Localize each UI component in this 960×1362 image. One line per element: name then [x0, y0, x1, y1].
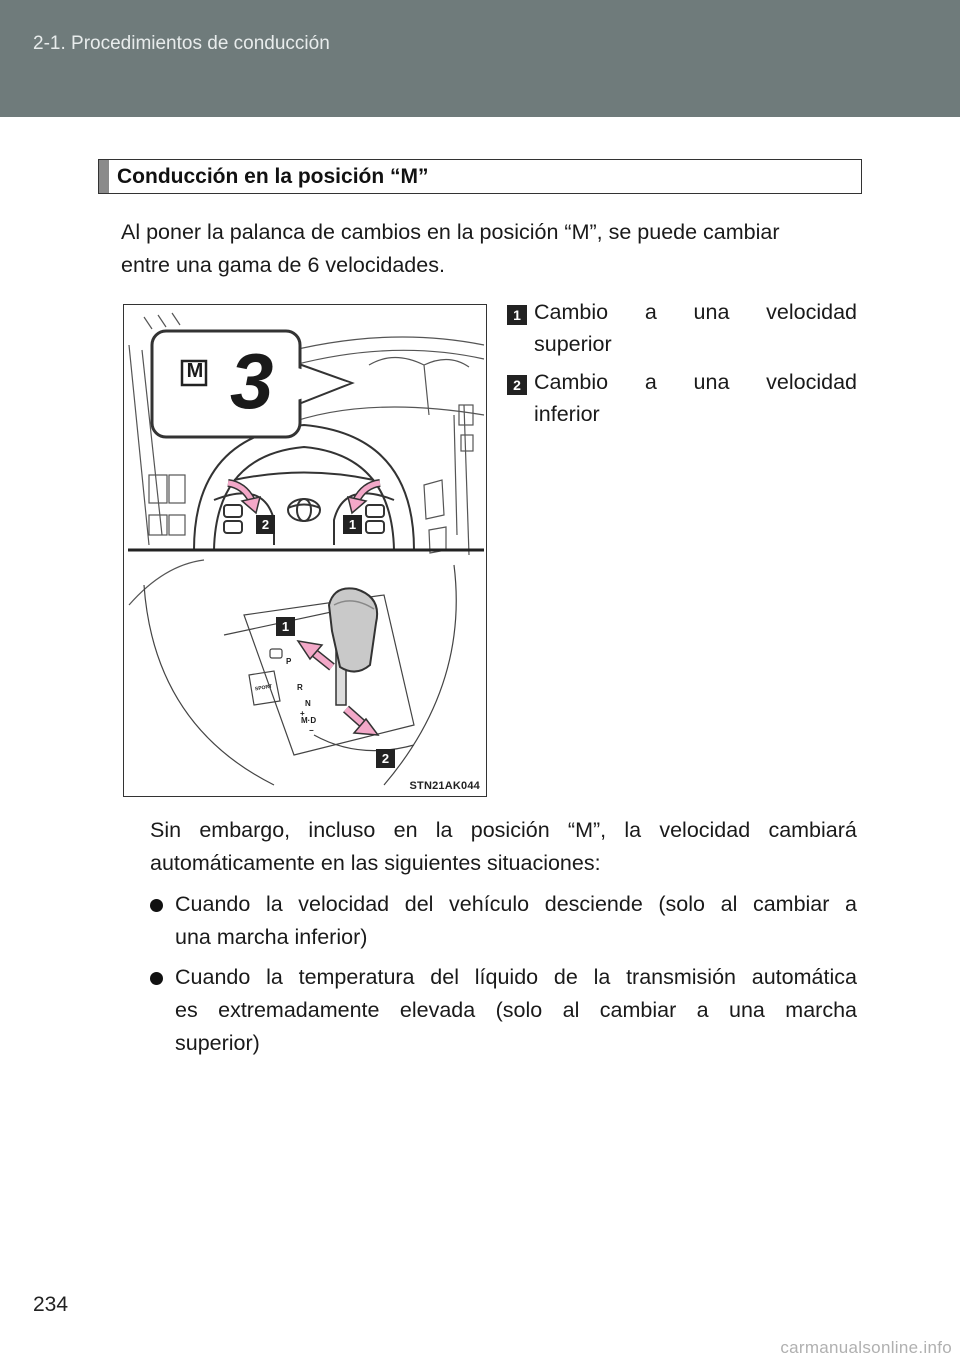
- figure-code: STN21AK044: [409, 780, 480, 792]
- legend-item-upshift: [507, 296, 857, 360]
- legend-line-2: inferior: [534, 402, 600, 426]
- legend-item-downshift: [507, 366, 857, 430]
- bullet-dot-icon: [150, 972, 163, 985]
- list-item: Cuando la velocidad del vehículo desciende (solo al cambiar a una marcha inferior): [150, 888, 857, 954]
- legend-number-badge: 1: [507, 305, 527, 325]
- situations-line-2: automáticamente en las siguientes situaciones:: [150, 851, 601, 875]
- display-gear-digit: 3: [230, 337, 274, 425]
- gate-label-r: R: [297, 683, 303, 692]
- legend-line-1: Cambio a una velocidad: [534, 370, 857, 394]
- intro-line-2: entre una gama de 6 velocidades.: [121, 253, 445, 277]
- callout-badge-upper-right: 1: [343, 515, 362, 534]
- list-item: Cuando la temperatura del líquido de la transmisión automática es extremadamente elevada (solo al cambiar a una marcha superior): [150, 961, 857, 1060]
- page-header: [0, 0, 960, 117]
- page-number: 234: [33, 1293, 69, 1316]
- bullet-dot-icon: [150, 899, 163, 912]
- situations-paragraph: [150, 814, 857, 880]
- callout-badge-lower-up: 1: [276, 617, 295, 636]
- gate-label-plus: +: [300, 709, 305, 718]
- section-heading-accent: [99, 160, 109, 193]
- shift-knob: [329, 588, 377, 705]
- site-watermark: carmanualsonline.info: [780, 1338, 952, 1357]
- situations-list: [150, 888, 857, 1067]
- gate-label-minus: −: [309, 726, 314, 735]
- callout-badge-lower-down: 2: [376, 749, 395, 768]
- intro-paragraph: [121, 216, 857, 282]
- situations-line-1: Sin embargo, incluso en la posición “M”, la velocidad cambiará: [150, 818, 857, 842]
- callout-badge-upper-left: 2: [256, 515, 275, 534]
- display-mode-label: M: [186, 360, 204, 382]
- figure-legend: [507, 296, 857, 436]
- legend-line-1: Cambio a una velocidad: [534, 300, 857, 324]
- legend-number-badge: 2: [507, 375, 527, 395]
- legend-line-2: superior: [534, 332, 612, 356]
- shift-illustration: [123, 304, 487, 797]
- section-heading: [98, 159, 862, 194]
- gate-label-md: M·D: [301, 716, 317, 725]
- intro-line-1: Al poner la palanca de cambios en la posición “M”, se puede cambiar: [121, 220, 780, 244]
- section-title: Conducción en la posición “M”: [117, 165, 429, 188]
- gate-label-p: P: [286, 657, 292, 666]
- steering-wheel: [194, 425, 414, 550]
- center-console: [144, 565, 456, 785]
- chapter-title: 2-1. Procedimientos de conducción: [33, 33, 330, 54]
- gate-label-n: N: [305, 699, 311, 708]
- sport-button-label: SPORT: [254, 683, 273, 693]
